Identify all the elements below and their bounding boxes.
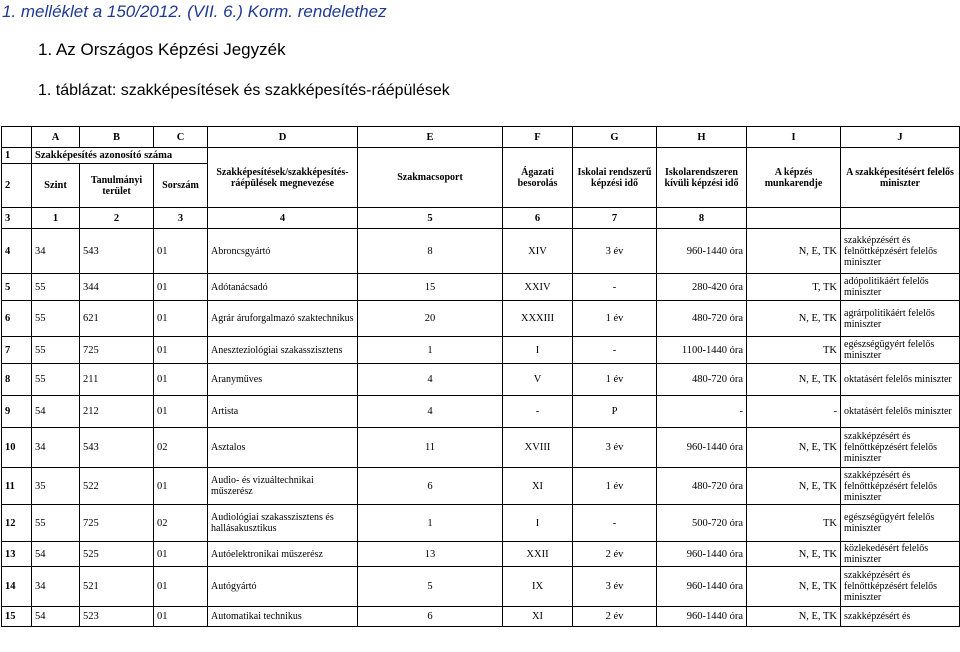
cell-schedule: T, TK: [747, 274, 841, 301]
cell-school-time: 3 év: [573, 567, 657, 607]
row-number: 10: [2, 428, 32, 468]
header-row-1: [2, 148, 960, 164]
cell-outside-time: 960-1440 óra: [657, 542, 747, 567]
cell-serial: 01: [154, 274, 208, 301]
cell-group: 4: [358, 396, 503, 428]
cell-minister: egészségügyért felelős miniszter: [841, 505, 960, 542]
cell-level: 54: [32, 542, 80, 567]
cell-level: 55: [32, 301, 80, 337]
cell-level: 55: [32, 364, 80, 396]
cell-minister: szakképzésért és felnőttképzésért felelős miniszter: [841, 428, 960, 468]
cell-group: 5: [358, 567, 503, 607]
row-number: 1: [2, 148, 32, 164]
col-letter: G: [573, 127, 657, 148]
cell-study-area: 344: [80, 274, 154, 301]
row-number: 8: [2, 364, 32, 396]
column-letter-row: [2, 127, 960, 148]
col-letter: A: [32, 127, 80, 148]
cell-serial: 02: [154, 428, 208, 468]
cell-outside-time: -: [657, 396, 747, 428]
cell-schedule: N, E, TK: [747, 364, 841, 396]
cell-level: 54: [32, 607, 80, 627]
cell-school-time: 1 év: [573, 468, 657, 505]
cell-name: Autóelektronikai műszerész: [208, 542, 358, 567]
cell-schedule: TK: [747, 505, 841, 542]
cell-sector: I: [503, 505, 573, 542]
cell-group: 20: [358, 301, 503, 337]
cell-serial: 01: [154, 607, 208, 627]
cell-school-time: P: [573, 396, 657, 428]
cell-serial: 01: [154, 364, 208, 396]
cell-minister: szakképzésért és felnőttképzésért felelős miniszter: [841, 468, 960, 505]
row-number: 5: [2, 274, 32, 301]
col-letter: C: [154, 127, 208, 148]
col-number: 3: [154, 208, 208, 229]
col-letter: E: [358, 127, 503, 148]
row-number: 12: [2, 505, 32, 542]
cell-schedule: N, E, TK: [747, 229, 841, 274]
cell-name: Agrár áruforgalmazó szaktechnikus: [208, 301, 358, 337]
cell-serial: 01: [154, 396, 208, 428]
cell-sector: IX: [503, 567, 573, 607]
cell-outside-time: 1100-1440 óra: [657, 337, 747, 364]
cell-group: 4: [358, 364, 503, 396]
cell-schedule: -: [747, 396, 841, 428]
cell-school-time: 3 év: [573, 428, 657, 468]
cell-sector: XI: [503, 607, 573, 627]
cell-sector: V: [503, 364, 573, 396]
cell-name: Asztalos: [208, 428, 358, 468]
row-number: 4: [2, 229, 32, 274]
cell-study-area: 211: [80, 364, 154, 396]
cell-schedule: N, E, TK: [747, 428, 841, 468]
column-number-row: [2, 208, 960, 229]
cell-study-area: 523: [80, 607, 154, 627]
cell-study-area: 525: [80, 542, 154, 567]
cell-outside-time: 480-720 óra: [657, 364, 747, 396]
row-number: 7: [2, 337, 32, 364]
section-heading: 1. Az Országos Képzési Jegyzék: [38, 40, 286, 59]
cell-serial: 02: [154, 505, 208, 542]
row-number: 6: [2, 301, 32, 337]
cell-name: Audio- és vizuáltechnikai műszerész: [208, 468, 358, 505]
col-number: 7: [573, 208, 657, 229]
cell-group: 6: [358, 468, 503, 505]
cell-schedule: N, E, TK: [747, 468, 841, 505]
row-number: 2: [2, 164, 32, 208]
cell-schedule: N, E, TK: [747, 607, 841, 627]
cell-outside-time: 480-720 óra: [657, 468, 747, 505]
cell-study-area: 543: [80, 229, 154, 274]
cell-minister: agrárpolitikáért felelős miniszter: [841, 301, 960, 337]
cell-study-area: 725: [80, 337, 154, 364]
sector-header: Ágazati besorolás: [503, 148, 573, 208]
serial-header: Sorszám: [154, 164, 208, 208]
row-number: 11: [2, 468, 32, 505]
cell-serial: 01: [154, 301, 208, 337]
cell-name: Autógyártó: [208, 567, 358, 607]
cell-group: 15: [358, 274, 503, 301]
cell-name: Aneszteziológiai szakasszisztens: [208, 337, 358, 364]
cell-serial: 01: [154, 468, 208, 505]
table-row: [2, 274, 960, 301]
cell-group: 11: [358, 428, 503, 468]
cell-school-time: 3 év: [573, 229, 657, 274]
cell-outside-time: 960-1440 óra: [657, 607, 747, 627]
cell-minister: oktatásért felelős miniszter: [841, 364, 960, 396]
cell-serial: 01: [154, 567, 208, 607]
cell-minister: egészségügyért felelős miniszter: [841, 337, 960, 364]
col-letter: I: [747, 127, 841, 148]
cell-minister: közlekedésért felelős miniszter: [841, 542, 960, 567]
cell-sector: XXXIII: [503, 301, 573, 337]
cell-study-area: 725: [80, 505, 154, 542]
cell-group: 13: [358, 542, 503, 567]
name-header: Szakképesítések/szakképesítés-ráépülések megnevezése: [208, 148, 358, 208]
col-number: 5: [358, 208, 503, 229]
cell-group: 1: [358, 337, 503, 364]
cell-level: 34: [32, 428, 80, 468]
table-row: [2, 468, 960, 505]
cell-level: 34: [32, 229, 80, 274]
okj-table: [1, 126, 960, 627]
cell-school-time: -: [573, 337, 657, 364]
cell-schedule: N, E, TK: [747, 542, 841, 567]
cell-sector: XIV: [503, 229, 573, 274]
cell-serial: 01: [154, 542, 208, 567]
table-row: [2, 364, 960, 396]
cell-group: 8: [358, 229, 503, 274]
cell-outside-time: 480-720 óra: [657, 301, 747, 337]
cell-name: Adótanácsadó: [208, 274, 358, 301]
cell-group: 1: [358, 505, 503, 542]
table-row: [2, 542, 960, 567]
cell-name: Aranyműves: [208, 364, 358, 396]
cell-school-time: 1 év: [573, 364, 657, 396]
cell-outside-time: 280-420 óra: [657, 274, 747, 301]
cell-study-area: 621: [80, 301, 154, 337]
cell-level: 55: [32, 274, 80, 301]
cell-outside-time: 960-1440 óra: [657, 428, 747, 468]
col-number: 1: [32, 208, 80, 229]
cell-sector: XXIV: [503, 274, 573, 301]
table-row: [2, 396, 960, 428]
cell-study-area: 543: [80, 428, 154, 468]
cell-school-time: -: [573, 274, 657, 301]
cell-schedule: N, E, TK: [747, 301, 841, 337]
cell-school-time: 2 év: [573, 607, 657, 627]
id-header: Szakképesítés azonosító száma: [32, 148, 208, 164]
cell-outside-time: 960-1440 óra: [657, 567, 747, 607]
minister-header: A szakképesítésért felelős miniszter: [841, 148, 960, 208]
col-number: 2: [80, 208, 154, 229]
cell-minister: adópolitikáért felelős miniszter: [841, 274, 960, 301]
table-row: [2, 607, 960, 627]
school-time-header: Iskolai rendszerű képzési idő: [573, 148, 657, 208]
row-number: 3: [2, 208, 32, 229]
table-row: [2, 337, 960, 364]
cell-school-time: 1 év: [573, 301, 657, 337]
cell-minister: szakképzésért és felnőttképzésért felelős miniszter: [841, 567, 960, 607]
cell-name: Automatikai technikus: [208, 607, 358, 627]
cell-name: Artista: [208, 396, 358, 428]
cell-school-time: 2 év: [573, 542, 657, 567]
col-number: 8: [657, 208, 747, 229]
table-row: [2, 301, 960, 337]
table-row: [2, 567, 960, 607]
cell-level: 35: [32, 468, 80, 505]
cell-school-time: -: [573, 505, 657, 542]
cell-name: Abroncsgyártó: [208, 229, 358, 274]
cell-serial: 01: [154, 337, 208, 364]
cell-sector: XI: [503, 468, 573, 505]
cell-level: 55: [32, 337, 80, 364]
row-number: 14: [2, 567, 32, 607]
cell-minister: oktatásért felelős miniszter: [841, 396, 960, 428]
cell-study-area: 212: [80, 396, 154, 428]
col-number: 4: [208, 208, 358, 229]
cell-study-area: 521: [80, 567, 154, 607]
cell-schedule: N, E, TK: [747, 567, 841, 607]
row-number: 15: [2, 607, 32, 627]
cell-sector: I: [503, 337, 573, 364]
cell-name: Audiológiai szakasszisztens és hallásakusztikus: [208, 505, 358, 542]
row-number: 9: [2, 396, 32, 428]
cell-sector: XVIII: [503, 428, 573, 468]
level-header: Szint: [32, 164, 80, 208]
cell-serial: 01: [154, 229, 208, 274]
schedule-header: A képzés munkarendje: [747, 148, 841, 208]
cell-group: 6: [358, 607, 503, 627]
cell-sector: XXII: [503, 542, 573, 567]
col-letter: B: [80, 127, 154, 148]
col-letter: J: [841, 127, 960, 148]
annex-title-link[interactable]: 1. melléklet a 150/2012. (VII. 6.) Korm. rendelethez: [2, 2, 387, 21]
row-number: 13: [2, 542, 32, 567]
table-title: 1. táblázat: szakképesítések és szakképesítés-ráépülések: [38, 82, 450, 99]
cell-minister: szakképzésért és felnőttképzésért felelős miniszter: [841, 229, 960, 274]
table-row: [2, 229, 960, 274]
cell-level: 55: [32, 505, 80, 542]
cell-minister: szakképzésért és: [841, 607, 960, 627]
cell-level: 34: [32, 567, 80, 607]
study-area-header: Tanulmányi terület: [80, 164, 154, 208]
table-row: [2, 505, 960, 542]
col-letter: F: [503, 127, 573, 148]
col-letter: H: [657, 127, 747, 148]
cell-outside-time: 960-1440 óra: [657, 229, 747, 274]
cell-schedule: TK: [747, 337, 841, 364]
cell-sector: -: [503, 396, 573, 428]
outside-time-header: Iskolarendszeren kívüli képzési idő: [657, 148, 747, 208]
col-letter: D: [208, 127, 358, 148]
cell-outside-time: 500-720 óra: [657, 505, 747, 542]
group-header: Szakmacsoport: [358, 148, 503, 208]
cell-study-area: 522: [80, 468, 154, 505]
cell-level: 54: [32, 396, 80, 428]
table-row: [2, 428, 960, 468]
col-number: 6: [503, 208, 573, 229]
